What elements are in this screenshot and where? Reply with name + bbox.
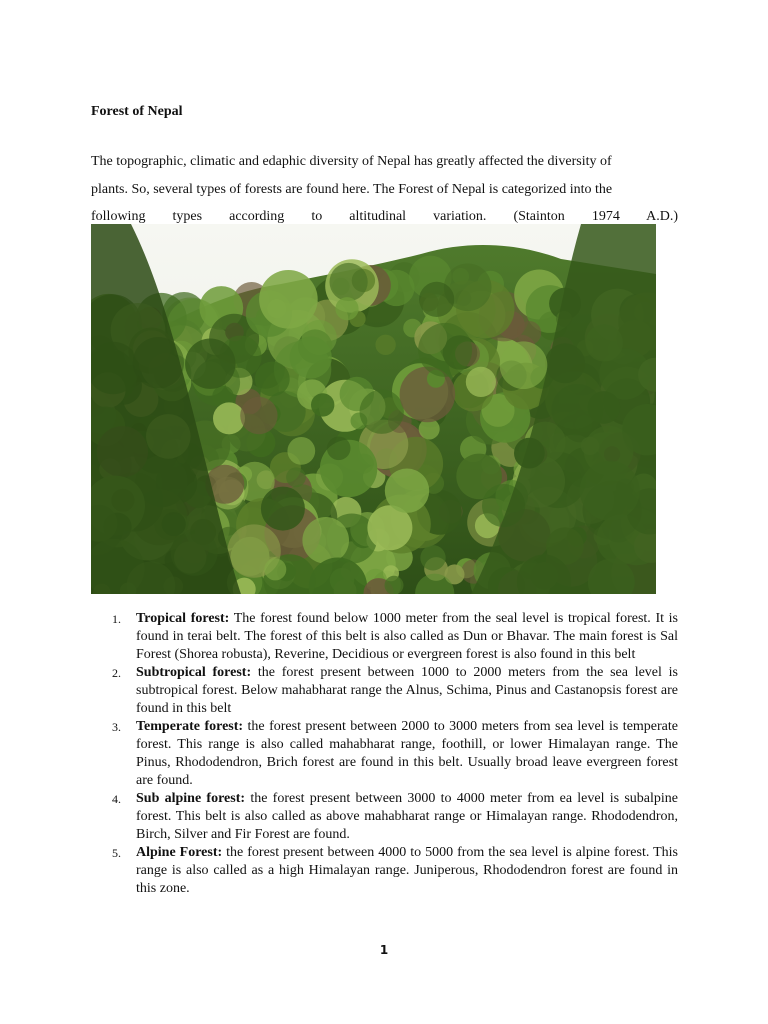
forest-types-list: [108, 610, 678, 898]
forest-photo-image: [91, 224, 656, 594]
page-number: 1: [379, 943, 389, 957]
list-item-number: 1.: [112, 612, 121, 626]
forest-photo: [91, 224, 656, 594]
forest-type-description: the forest present between 4000 to 5000 from the sea level is alpine forest. This range is also called as a high Himalayan range. Juniperous, Rhododendron forest are found in this zone.: [136, 845, 678, 896]
forest-type-description: the forest present between 3000 to 4000 meter from ea level is subalpine forest. This belt is also called as above mahabharat range or Himalayan range. Rhododendron, Birch, Silver and Fir Forest are found.: [136, 791, 678, 842]
list-item: [108, 610, 678, 664]
forest-type-name: Tropical forest:: [136, 611, 230, 626]
list-item: [108, 664, 678, 718]
forest-type-name: Subtropical forest:: [136, 665, 252, 680]
list-item: [108, 844, 678, 898]
forest-type-name: Alpine Forest:: [136, 845, 223, 860]
list-item-number: 3.: [112, 720, 121, 734]
page-title: Forest of Nepal: [91, 104, 183, 119]
list-item-number: 5.: [112, 846, 121, 860]
intro-line: plants. So, several types of forests are found here. The Forest of Nepal is categorized into the: [91, 181, 613, 197]
intro-paragraph: [91, 148, 678, 231]
forest-type-name: Temperate forest:: [136, 719, 244, 734]
forest-type-description: the forest present between 2000 to 3000 meters from sea level is temperate forest. This range is also called mahabharat range, foothill, or lower Himalayan range. The Pinus, Rhododendron, Brich forest are found in this belt. Usually broad leave evergreen forest are found.: [136, 719, 678, 788]
list-item-number: 2.: [112, 666, 121, 680]
intro-line: The topographic, climatic and edaphic diversity of Nepal has greatly affected the diversity of: [91, 154, 612, 169]
list-item: [108, 718, 678, 790]
list-item: [108, 790, 678, 844]
forest-type-name: Sub alpine forest:: [136, 791, 246, 806]
forest-type-description: The forest found below 1000 meter from the seal level is tropical forest. It is found in terai belt. The forest of this belt is also called as Dun or Bhavar. The main forest is Sal Forest (Shorea robusta), Reverine, Decidious or evergreen forest is also found in this belt: [136, 611, 678, 662]
forest-type-description: the forest present between 1000 to 2000 meters from the sea level is subtropical forest. Below mahabharat range the Alnus, Schima, Pinus and Castanopsis forest are found in this belt: [136, 665, 679, 716]
intro-line: following types according to altitudinal variation. (Stainton 1974 A.D.): [91, 209, 678, 224]
list-item-number: 4.: [112, 792, 121, 806]
